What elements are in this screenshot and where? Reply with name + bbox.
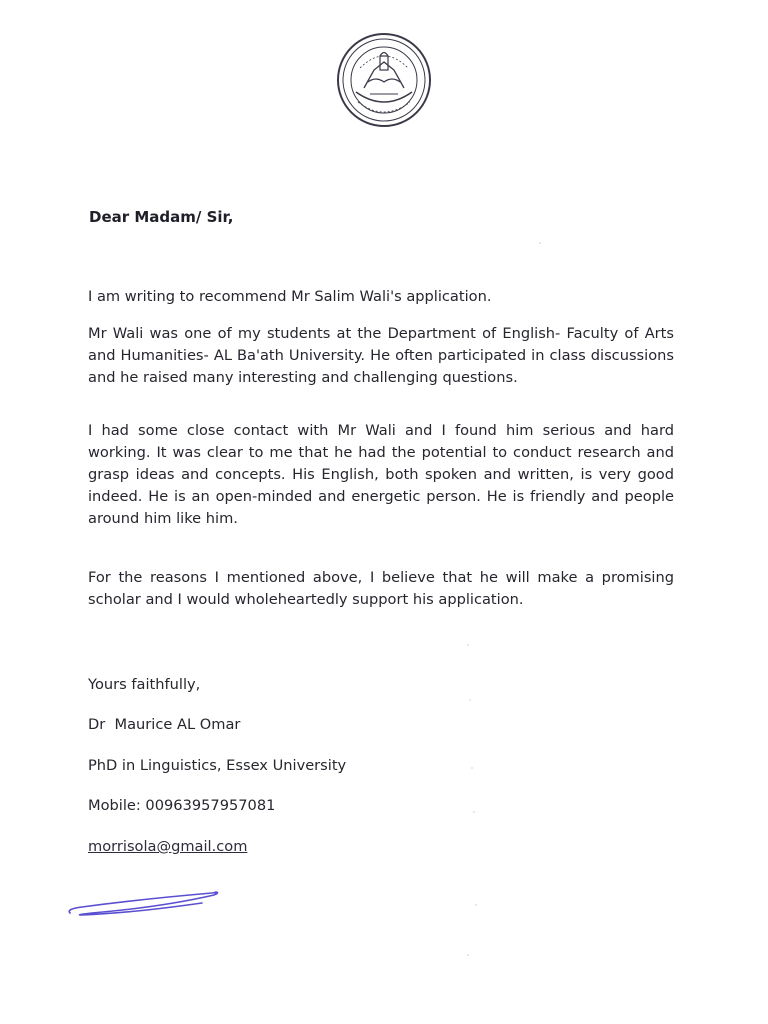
signer-email-link[interactable]: morrisola@gmail.com — [88, 838, 248, 855]
signer-name: Dr Maurice AL Omar — [88, 716, 241, 733]
closing: Yours faithfully, — [88, 676, 201, 693]
handwritten-signature — [62, 885, 227, 925]
paragraph-intro: I am writing to recommend Mr Salim Wali's application. — [88, 288, 492, 305]
signer-mobile: Mobile: 00963957957081 — [88, 797, 276, 814]
university-seal-icon — [334, 32, 434, 128]
paragraph-character: I had some close contact with Mr Wali and I found him serious and hard working. It was clear to me that he had the potential to conduct research and grasp ideas and concepts. His English, both spoken and written, is very good indeed. He is an open-minded and energetic person. He is friendly and people around him like him. — [88, 422, 674, 527]
paragraph-student: Mr Wali was one of my students at the Department of English- Faculty of Arts and Humanities- AL Ba'ath University. He often participated in class discussions and he raised many interesting and challenging questions. — [88, 325, 674, 386]
signer-credential: PhD in Linguistics, Essex University — [88, 757, 347, 774]
paragraph-recommendation: For the reasons I mentioned above, I believe that he will make a promising scholar and I would wholeheartedly support his application. — [88, 569, 674, 608]
salutation: Dear Madam/ Sir, — [89, 208, 234, 226]
